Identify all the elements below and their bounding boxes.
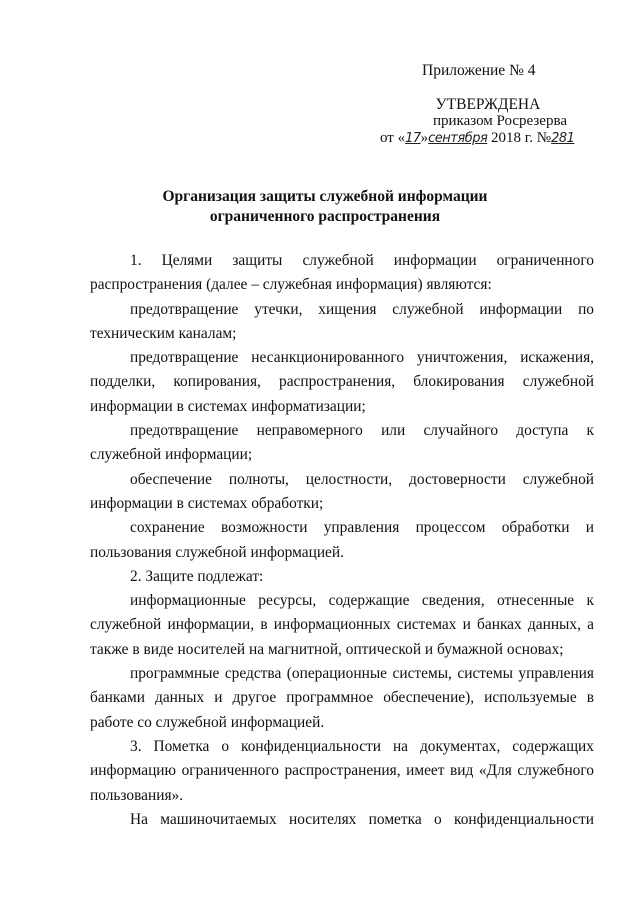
order-number-handwritten: 281 bbox=[551, 131, 575, 146]
paragraph-6: сохранение возможности управления процессом обработки и пользования служебной информацией. bbox=[90, 519, 594, 561]
order-year: 2018 г. № bbox=[491, 130, 552, 146]
approval-block bbox=[380, 96, 612, 147]
paragraph-9: программные средства (операционные системы, системы управления банками данных и другое программное обеспечение), используемые в работе со служебной информацией. bbox=[90, 665, 594, 731]
appendix-label: Приложение № 4 bbox=[422, 62, 536, 79]
paragraph-1: 1. Целями защиты служебной информации ограниченного распространения (далее – служебная информация) являются: bbox=[90, 252, 594, 294]
order-month-handwritten: сентября bbox=[428, 131, 488, 146]
paragraph-7: 2. Защите подлежат: bbox=[130, 567, 264, 585]
order-quote-close: » bbox=[420, 130, 429, 146]
title-line-1: Организация защиты служебной информации bbox=[162, 188, 488, 205]
paragraph-4: предотвращение неправомерного или случайного доступа к служебной информации; bbox=[90, 422, 594, 464]
order-line bbox=[380, 130, 612, 147]
title-line-2: ограниченного распространения bbox=[209, 208, 441, 225]
paragraph-8: информационные ресурсы, содержащие сведения, отнесенные к служебной информации, в информационных системах и банках данных, а также в виде носителей на магнитной, оптической и бумажной основах; bbox=[90, 592, 594, 658]
paragraph-2: предотвращение утечки, хищения служебной информации по техническим каналам; bbox=[90, 300, 594, 342]
paragraph-11: На машиночитаемых носителях пометка о конфиденциальности bbox=[130, 810, 594, 828]
order-prefix: от « bbox=[380, 130, 406, 146]
document-body bbox=[90, 249, 594, 832]
approved-label: УТВЕРЖДЕНА bbox=[435, 96, 541, 113]
order-issuer: приказом Росрезерва bbox=[432, 113, 568, 129]
paragraph-3: предотвращение несанкционированного уничтожения, искажения, подделки, копирования, распространения, блокирования служебной информации в системах информатизации; bbox=[90, 349, 594, 415]
order-day-handwritten: 17 bbox=[405, 131, 421, 146]
document-title bbox=[100, 187, 550, 227]
paragraph-5: обеспечение полноты, целостности, достоверности служебной информации в системах обработки; bbox=[90, 470, 594, 512]
paragraph-10: 3. Пометка о конфиденциальности на документах, содержащих информацию ограниченного распространения, имеет вид «Для служебного пользования». bbox=[90, 737, 594, 804]
